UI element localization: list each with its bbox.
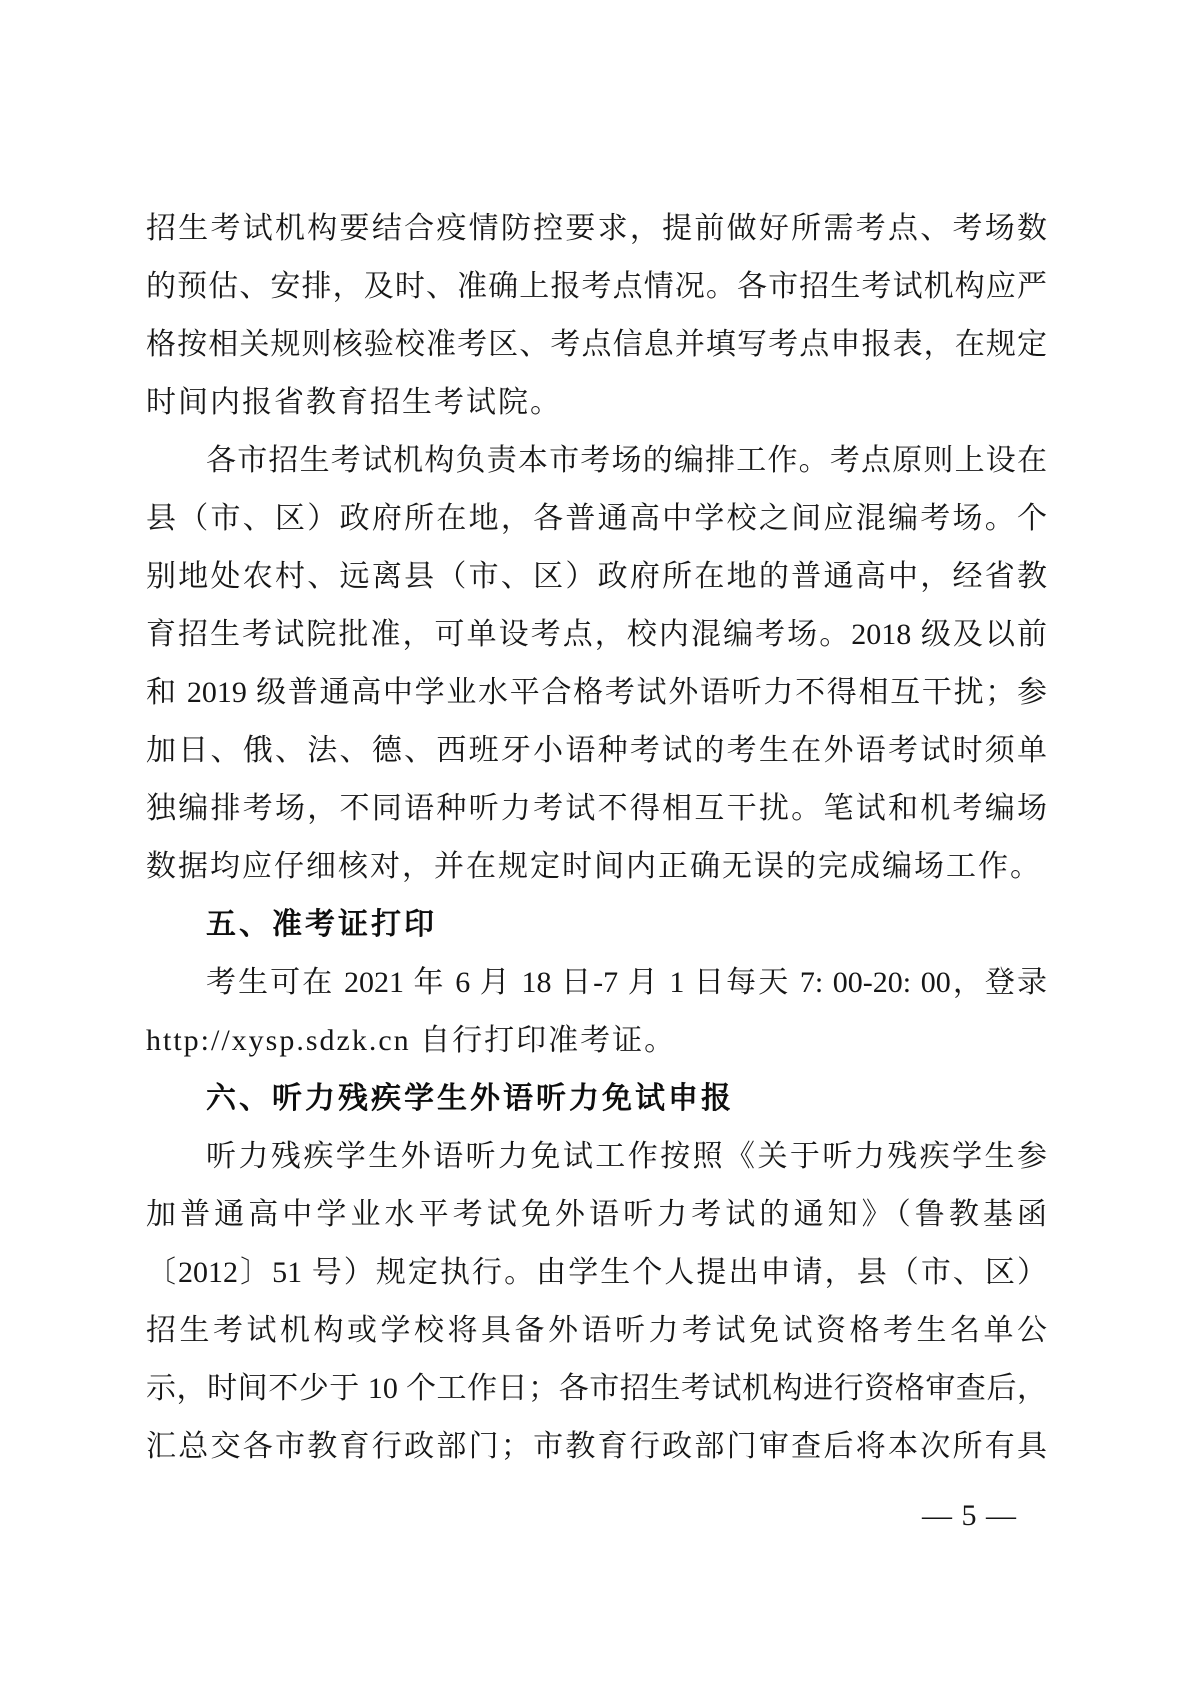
text-line: 县（市、区）政府所在地，各普通高中学校之间应混编考场。个 [146,502,1047,535]
text-line: 〔2012〕51 号）规定执行。由学生个人提出申请，县（市、区） [146,1256,1047,1289]
text-line: 招生考试机构要结合疫情防控要求，提前做好所需考点、考场数 [146,212,1047,245]
text-line-url: http://xysp.sdzk.cn 自行打印准考证。 [146,1024,677,1057]
section-heading-6: 六、听力残疾学生外语听力免试申报 [206,1082,734,1115]
text-line: 听力残疾学生外语听力免试工作按照《关于听力残疾学生参 [206,1140,1047,1173]
text-line: 各市招生考试机构负责本市考场的编排工作。考点原则上设在 [206,444,1047,477]
text-line: 和 2019 级普通高中学业水平合格考试外语听力不得相互干扰；参 [146,676,1047,709]
text-line: 考生可在 2021 年 6 月 18 日-7 月 1 日每天 7: 00-20: 00，登录 [206,966,1047,999]
document-text-block [146,200,1047,1476]
text-line: 数据均应仔细核对，并在规定时间内正确无误的完成编场工作。 [146,850,1042,883]
text-line: 独编排考场，不同语种听力考试不得相互干扰。笔试和机考编场 [146,792,1047,825]
text-line: 汇总交各市教育行政部门；市教育行政部门审查后将本次所有具 [146,1430,1047,1463]
section-heading-5: 五、准考证打印 [206,908,437,941]
text-line: 招生考试机构或学校将具备外语听力考试免试资格考生名单公 [146,1314,1047,1347]
text-line: 加日、俄、法、德、西班牙小语种考试的考生在外语考试时须单 [146,734,1047,767]
text-line: 别地处农村、远离县（市、区）政府所在地的普通高中，经省教 [146,560,1047,593]
page-number: — 5 — [922,1499,1017,1532]
text-line: 育招生考试院批准，可单设考点，校内混编考场。2018 级及以前 [146,618,1047,651]
text-line: 的预估、安排，及时、准确上报考点情况。各市招生考试机构应严 [146,270,1047,303]
text-line: 格按相关规则核验校准考区、考点信息并填写考点申报表，在规定 [146,328,1047,361]
text-line: 示，时间不少于 10 个工作日；各市招生考试机构进行资格审查后， [146,1372,1047,1405]
text-line: 加普通高中学业水平考试免外语听力考试的通知》（鲁教基函 [146,1198,1047,1231]
text-line: 时间内报省教育招生考试院。 [146,386,562,419]
